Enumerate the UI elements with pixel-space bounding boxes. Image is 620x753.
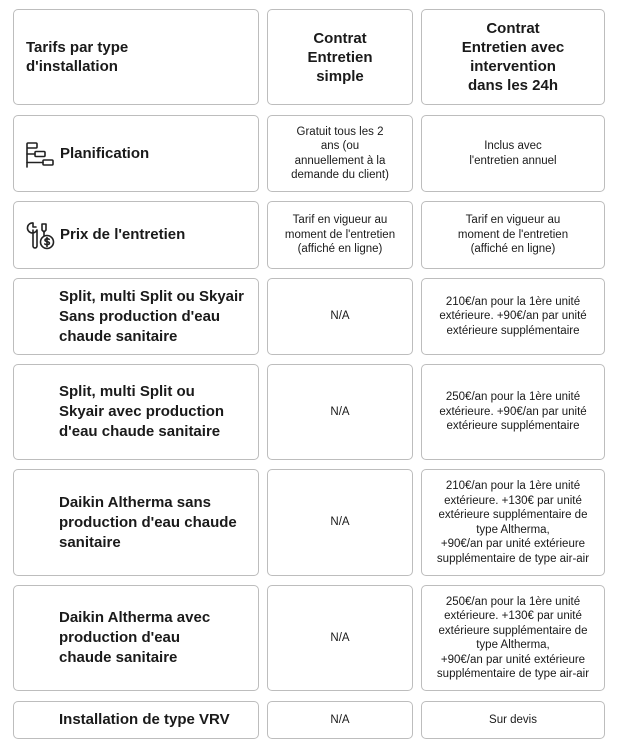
row-label-split-sans-ecs: Split, multi Split ou Skyair Sans production d'eau chaude sanitaire [13,278,259,355]
row-label-prix-entretien [13,201,259,269]
planning-icon [24,138,56,170]
simple-value-altherma-sans-ecs: N/A [267,469,413,576]
express-value-vrv: Sur devis [421,701,605,739]
simple-value-vrv: N/A [267,701,413,739]
tools-price-icon [24,219,56,251]
express-value-split-sans-ecs: 210€/an pour la 1ère unité extérieure. +90€/an par unité extérieure supplémentaire [421,278,605,355]
express-value-prix: Tarif en vigueur au moment de l'entretien (affiché en ligne) [421,201,605,269]
simple-value-prix: Tarif en vigueur au moment de l'entretien (affiché en ligne) [267,201,413,269]
header-24h-contract: Contrat Entretien avec intervention dans les 24h [421,9,605,105]
row-label-planification [13,115,259,192]
simple-value-split-sans-ecs: N/A [267,278,413,355]
express-value-split-avec-ecs: 250€/an pour la 1ère unité extérieure. +90€/an par unité extérieure supplémentaire [421,364,605,460]
express-value-altherma-avec-ecs: 250€/an pour la 1ère unité extérieure. +130€ par unité extérieure supplémentaire de type Altherma, +90€/an par unité extérieure supplémentaire de type air-air [421,585,605,691]
header-installation-type: Tarifs par type d'installation [13,9,259,105]
express-value-altherma-sans-ecs: 210€/an pour la 1ère unité extérieure. +130€ par unité extérieure supplémentaire de type Altherma, +90€/an par unité extérieure supplémentaire de type air-air [421,469,605,576]
row-label-vrv: Installation de type VRV [13,701,259,739]
simple-value-planification: Gratuit tous les 2 ans (ou annuellement à la demande du client) [267,115,413,192]
row-label-text: Planification [60,144,150,162]
row-label-split-avec-ecs: Split, multi Split ou Skyair avec production d'eau chaude sanitaire [13,364,259,460]
simple-value-split-avec-ecs: N/A [267,364,413,460]
row-label-text: Prix de l'entretien [60,226,186,243]
express-value-planification: Inclus avec l'entretien annuel [421,115,605,192]
row-label-altherma-sans-ecs: Daikin Altherma sans production d'eau chaude sanitaire [13,469,259,576]
simple-value-altherma-avec-ecs: N/A [267,585,413,691]
row-label-altherma-avec-ecs: Daikin Altherma avec production d'eau chaude sanitaire [13,585,259,691]
header-simple-contract: Contrat Entretien simple [267,9,413,105]
